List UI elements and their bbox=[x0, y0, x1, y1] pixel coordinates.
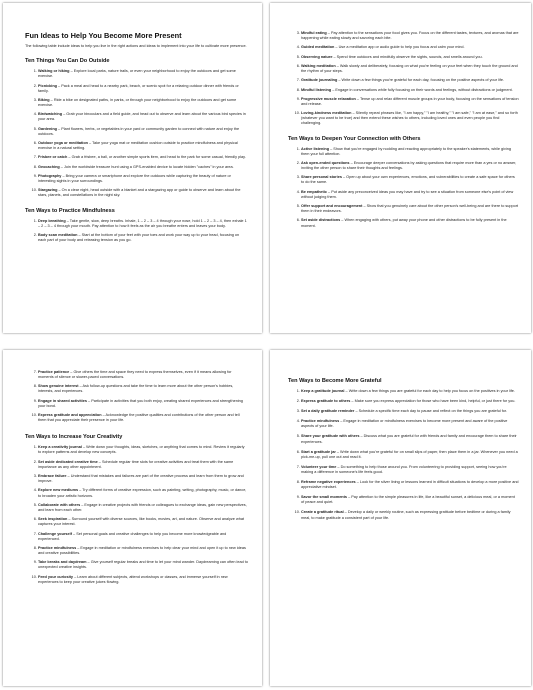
list-item: 9. Engage in shared activities – Participate in activities that you both enjoy, creating shared experiences and strengthening your bond. bbox=[38, 399, 248, 409]
list-item: 8. Mindful listening – Engage in conversations while fully focusing on their words and feelings, without distractions or judgment. bbox=[301, 88, 519, 93]
list-item: 1. Deep breathing – Take gentle, slow, deep breaths. Inhale, 1 – 2 – 3 – 4 through your nose, hold 1 – 2 – 3 – 4, then exhale 1 – 2 – 3 – 4 through your mouth. Pay attention to how it feels as the air you breathe enters and leaves your body. bbox=[38, 219, 248, 229]
section-title-creativity: Ten Ways to Increase Your Creativity bbox=[25, 434, 123, 441]
list-item: 7. Gratitude journaling – Write down a few things you're grateful for each day, focusing on the positive aspects of your life. bbox=[301, 78, 519, 83]
list-item: 2. Ask open-ended questions – Encourage deeper conversations by asking questions that require more than a yes or no answer, inviting the other person to share their thoughts and feelings. bbox=[301, 161, 519, 171]
list-item: 3. Mindful eating – Pay attention to the sensations your food gives you. Focus on the different tastes, textures, and aromas that are happening while eating slowly and savoring each bite. bbox=[301, 31, 519, 41]
list-grateful bbox=[288, 389, 519, 521]
list-item: 7. Frisbee or catch – Grab a frisbee, a ball, or another simple sports item, and head to the park for some casual, friendly play. bbox=[38, 155, 248, 160]
list-item: 6. Set aside distractions – When engaging with others, put away your phone and other distractions to be fully present in the moment. bbox=[301, 218, 519, 228]
list-item: 1. Keep a gratitude journal – Write down a few things you are grateful for each day to help you focus on the positives in your life. bbox=[301, 389, 519, 394]
list-item: 5. Offer support and encouragement – Show that you genuinely care about the other person's well-being and are there to support them in their endeavors. bbox=[301, 204, 519, 214]
list-item: 7. Challenge yourself – Set personal goals and creative challenges to help you become more knowledgeable and experienced. bbox=[38, 532, 248, 542]
list-creativity bbox=[25, 445, 248, 585]
list-item: 3. Share personal stories – Open up about your own experiences, emotions, and vulnerabilities to create a safe space for others to do the same. bbox=[301, 175, 519, 185]
list-item: 10. Stargazing – On a clear night, head outside with a blanket and a stargazing app or guide to observe and learn about the stars, planets, and constellations in the night sky. bbox=[38, 188, 248, 198]
list-item: 2. Express gratitude to others – Make sure you express appreciation for those who have been kind, helpful, or just there for you. bbox=[301, 399, 519, 404]
list-item: 4. Be empathetic – Put aside any preconceived ideas you may have and try to see a situation from someone else's point of view without judging them. bbox=[301, 190, 519, 200]
document-page-1 bbox=[3, 3, 262, 333]
list-item: 6. Start a gratitude jar – Write down what you're grateful for on small slips of paper, then place them in a jar. Whenever you need a pick-me-up, pull one out and read it. bbox=[301, 450, 519, 460]
section-title-connection: Ten Ways to Deepen Your Connection with Others bbox=[288, 135, 421, 142]
list-item: 5. Share your gratitude with others – Discuss what you are grateful for with friends and family and encourage them to share their experiences. bbox=[301, 434, 519, 444]
list-connection bbox=[288, 147, 519, 229]
list-item: 1. Walking or hiking – Explore local parks, nature trails, or even your neighborhood to enjoy the outdoors and get some exercise. bbox=[38, 69, 248, 79]
section-title-mindfulness: Ten Ways to Practice Mindfulness bbox=[25, 207, 115, 214]
list-item: 6. Seek inspiration – Surround yourself with diverse sources, like books, movies, art, and nature. Observe and analyze what captures your interest. bbox=[38, 517, 248, 527]
list-item: 4. Practice mindfulness – Engage in meditation or mindfulness exercises to become more present and aware of the positive aspects of your life. bbox=[301, 419, 519, 429]
list-item: 9. Progressive muscle relaxation – Tense up and relax different muscle groups in your body, focusing on the sensations of tension and release. bbox=[301, 97, 519, 107]
list-item: 7. Practice patience – Give others the time and space they need to express themselves, even if it means allowing for moments of silence or slower-paced conversations. bbox=[38, 370, 248, 380]
document-intro: The following table include ideas to help you live in the right actions and ideas to implement into your life to cultivate more presence. bbox=[25, 44, 247, 48]
list-item: 3. Embrace failure – Understand that mistakes and failures are part of the creative process and learn from them to grow and improve. bbox=[38, 474, 248, 484]
list-item: 9. Savor the small moments – Pay attention to the simple pleasures in life, like a beautiful sunset, a delicious meal, or a moment of peace and quiet. bbox=[301, 495, 519, 505]
list-item: 4. Birdwatching – Grab your binoculars and a field guide, and head out to observe and learn about the various bird species in your area. bbox=[38, 112, 248, 122]
section-title-outside: Ten Things You Can Do Outside bbox=[25, 58, 110, 65]
list-item: 2. Set aside dedicated creative time – Schedule regular time slots for creative activities and treat them with the same importance as any other appointment. bbox=[38, 460, 248, 470]
list-item: 1. Active listening – Show that you're engaged by nodding and reacting appropriately to the speaker's statements, while giving them your full attention. bbox=[301, 147, 519, 157]
list-item: 2. Picnicking – Pack a meal and head to a nearby park, beach, or scenic spot for a relaxing outdoor dinner with friends or family. bbox=[38, 84, 248, 94]
list-item: 4. Explore new mediums – Try different forms of creative expression, such as painting, writing, photography, music, or dance, to broaden your artistic horizons. bbox=[38, 488, 248, 498]
list-mindfulness-continued bbox=[288, 31, 519, 127]
list-item: 9. Photography – Bring your camera or smartphone and explore the outdoors while capturing the beauty of nature or interesting sights in your surroundings. bbox=[38, 174, 248, 184]
document-page-3 bbox=[3, 350, 262, 686]
list-item: 5. Observing nature – Spend time outdoors and mindfully observe the sights, sounds, and smells around you. bbox=[301, 55, 519, 60]
list-item: 10. Create a gratitude ritual – Develop a daily or weekly routine, such as expressing gratitude before bedtime or during a family meal, to make gratitude a consistent part of your life. bbox=[301, 510, 519, 520]
list-item: 8. Reframe negative experiences – Look for the silver lining or lessons learned in difficult situations to develop a more positive and appreciative mindset. bbox=[301, 480, 519, 490]
list-item: 9. Take breaks and daydream – Give yourself regular breaks and time to let your mind wander. Daydreaming can often lead to unexpected creative insights. bbox=[38, 560, 248, 570]
list-item: 7. Volunteer your time – Do something to help those around you. From volunteering to providing support, seeing how you're making a difference in someone's life feels good. bbox=[301, 465, 519, 475]
list-item: 6. Walking meditation – Walk slowly and deliberately, focusing on what you're feeling on your feet when they touch the ground and the rhythm of your steps. bbox=[301, 64, 519, 74]
list-item: 8. Practice mindfulness – Engage in meditation or mindfulness exercises to help clear your mind and open it up to new ideas and creative possibilities. bbox=[38, 546, 248, 556]
document-page-2 bbox=[270, 3, 531, 333]
list-item: 10. Feed your curiosity – Learn about different subjects, attend workshops or classes, and immerse yourself in new experiences to keep your creative juices flowing. bbox=[38, 575, 248, 585]
list-item: 6. Outdoor yoga or meditation – Take your yoga mat or meditation cushion outside to practice mindfulness and physical exercise in a natural setting. bbox=[38, 141, 248, 151]
list-item: 4. Guided meditation – Use a meditation app or audio guide to help you focus and calm your mind. bbox=[301, 45, 519, 50]
list-item: 3. Biking – Ride a bike on designated paths, in parks, or through your neighborhood to enjoy the outdoors and get some exercise. bbox=[38, 98, 248, 108]
list-mindfulness bbox=[25, 219, 248, 244]
list-item: 8. Geocaching – Join the worldwide treasure hunt using a GPS-enabled device to locate hidden "caches" in your area. bbox=[38, 165, 248, 170]
list-item: 10. Express gratitude and appreciation – Acknowledge the positive qualities and contributions of the other person and tell them that you appreciate their presence in your life. bbox=[38, 413, 248, 423]
list-item: 3. Set a daily gratitude reminder – Schedule a specific time each day to pause and reflect on the things you are grateful for. bbox=[301, 409, 519, 414]
list-item: 5. Gardening – Plant flowers, herbs, or vegetables in your yard or community garden to connect with nature and enjoy the outdoors. bbox=[38, 127, 248, 137]
list-outside bbox=[25, 69, 248, 198]
document-title: Fun Ideas to Help You Become More Present bbox=[25, 31, 182, 40]
list-item: 2. Body scan meditation – Start at the bottom of your feet with your toes and work your way up to your head, focusing on each part of your body and releasing tension as you go. bbox=[38, 233, 248, 243]
list-connection-continued bbox=[25, 370, 248, 423]
section-title-grateful: Ten Ways to Become More Grateful bbox=[288, 378, 382, 384]
list-item: 10. Loving-kindness meditation – Silently repeat phrases like, "I am happy," "I am healthy," "I am safe," "I am at ease," and so forth (whatever you want to be true) and then extend these wishes to others, including loved ones and even people you find challenging. bbox=[301, 111, 519, 126]
document-page-4 bbox=[270, 350, 531, 686]
list-item: 1. Keep a creativity journal – Write down your thoughts, ideas, sketches, or anything that comes to mind. Review it regularly to explore patterns and develop new concepts. bbox=[38, 445, 248, 455]
list-item: 5. Collaborate with others – Engage in creative projects with friends or colleagues to exchange ideas, gain new perspectives, and learn from each other. bbox=[38, 503, 248, 513]
list-item: 8. Show genuine interest – Ask follow-up questions and take the time to learn more about the other person's hobbies, interests, and experiences. bbox=[38, 384, 248, 394]
